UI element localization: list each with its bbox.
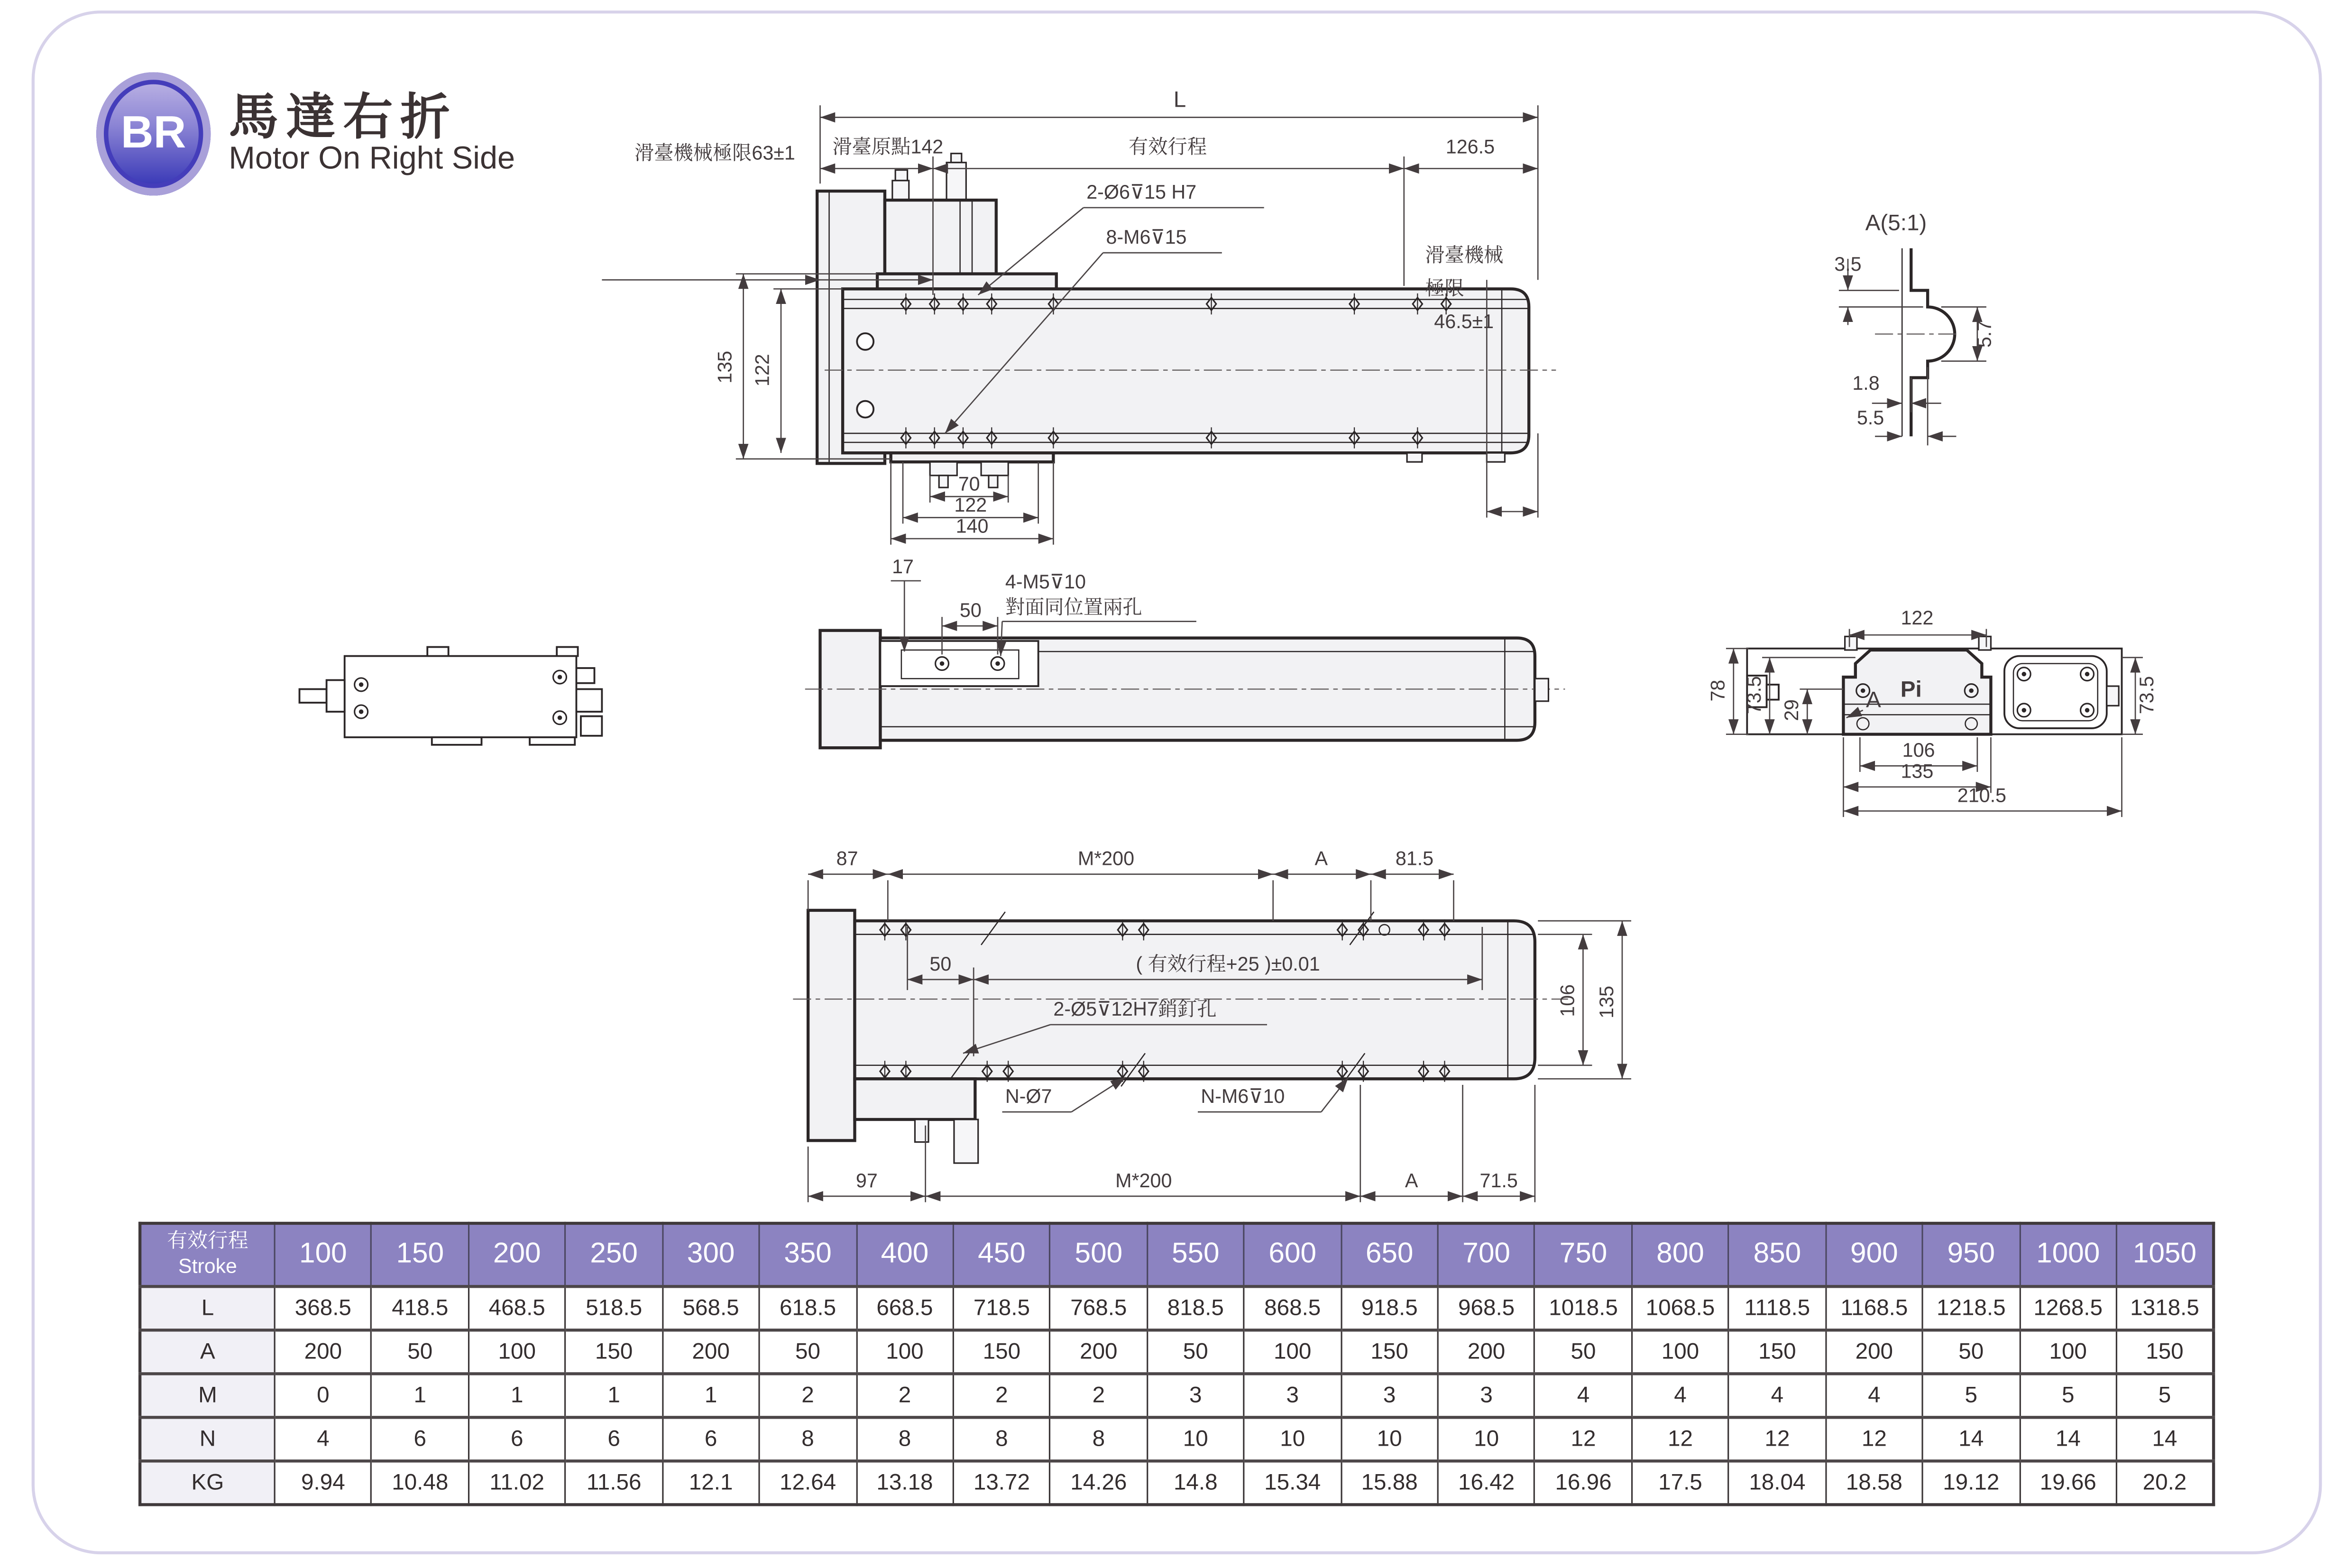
stroke-header-en: Stroke [178,1255,237,1278]
label-m5-holes: 4-M5⊽10 [1005,570,1086,593]
table-cell: 100 [1244,1330,1341,1374]
table-cell: 1168.5 [1826,1286,1922,1330]
table-cell: 13.18 [856,1461,953,1504]
pi-logo: Pi [1900,677,1922,702]
table-cell: 618.5 [759,1286,856,1330]
row-label: M [140,1374,275,1417]
stroke-col-header: 1000 [2020,1223,2116,1286]
stroke-table [138,1222,2215,1506]
dim-122-end: 122 [1901,606,1934,629]
table-cell: 10 [1341,1417,1438,1461]
table-cell: 200 [1826,1330,1922,1374]
label-n-m6-holes: N-M6⊽10 [1201,1085,1285,1108]
table-cell: 12 [1729,1417,1826,1461]
table-cell: 150 [2116,1330,2214,1374]
table-cell: 100 [469,1330,565,1374]
table-cell: 2 [759,1374,856,1417]
table-cell: 418.5 [372,1286,469,1330]
stroke-col-header: 850 [1729,1223,1826,1286]
dim-87: 87 [836,847,858,870]
table-cell: 8 [1050,1417,1147,1461]
stroke-header-zh: 有效行程 [167,1229,248,1252]
table-cell: 6 [469,1417,565,1461]
table-cell: 50 [1923,1330,2020,1374]
page-subtitle: Motor On Right Side [229,141,515,176]
table-cell: 5 [2020,1374,2116,1417]
label-dowel-holes: 2-Ø6⊽15 H7 [1086,181,1197,203]
table-cell: 200 [1050,1330,1147,1374]
table-cell: 12 [1535,1417,1632,1461]
detail-a-pointer: A [1866,687,1881,713]
table-row-m [140,1374,2214,1417]
table-cell: 2 [953,1374,1050,1417]
label-thread-holes: 8-M6⊽15 [1106,226,1187,248]
stroke-col-header: 950 [1923,1223,2020,1286]
table-cell: 1318.5 [2116,1286,2214,1330]
stroke-col-header: 650 [1341,1223,1438,1286]
stroke-header-cell [140,1223,275,1286]
dim-97: 97 [855,1169,878,1192]
table-cell: 19.66 [2020,1461,2116,1504]
table-cell: 16.42 [1438,1461,1534,1504]
table-cell: 200 [1438,1330,1534,1374]
table-cell: 468.5 [469,1286,565,1330]
table-cell: 6 [372,1417,469,1461]
stroke-col-header: 200 [469,1223,565,1286]
dim-slide-origin: 滑臺原點142 [832,136,944,158]
dim-106-bottom: 106 [1556,984,1579,1017]
br-logo-text: BR [120,108,186,158]
dim-m200-top: M*200 [1077,847,1135,870]
dim-126-5: 126.5 [1445,136,1495,158]
table-cell: 14 [2116,1417,2214,1461]
stroke-col-header: 250 [565,1223,662,1286]
dim-5-7: 5.7 [1973,320,1995,348]
table-cell: 368.5 [275,1286,371,1330]
stroke-col-header: 1050 [2116,1223,2214,1286]
table-cell: 3 [1341,1374,1438,1417]
label-slide-mech-limit-right-1: 滑臺機械 [1425,244,1504,266]
table-cell: 868.5 [1244,1286,1341,1330]
dim-17: 17 [892,556,914,578]
stroke-col-header: 750 [1535,1223,1632,1286]
right-end-view [1707,607,2158,817]
dim-3-5: 3.5 [1834,253,1862,275]
table-cell: 50 [372,1330,469,1374]
stroke-col-header: 550 [1147,1223,1244,1286]
table-cell: 6 [565,1417,662,1461]
table-cell: 1068.5 [1632,1286,1728,1330]
table-cell: 12 [1632,1417,1728,1461]
table-cell: 3 [1244,1374,1341,1417]
table-cell: 150 [1729,1330,1826,1374]
dim-73-5-left: 73.5 [1743,676,1765,715]
table-cell: 19.12 [1923,1461,2020,1504]
table-cell: 12 [1826,1417,1922,1461]
dim-71-5: 71.5 [1479,1169,1518,1192]
table-cell: 50 [1535,1330,1632,1374]
detail-a-title: A(5:1) [1865,210,1927,236]
dim-1-8: 1.8 [1852,372,1880,394]
table-cell: 1118.5 [1729,1286,1826,1330]
label-pin-holes: 2-Ø5⊽12H7銷釘孔 [1053,998,1217,1020]
table-cell: 100 [2020,1330,2116,1374]
table-cell: 518.5 [565,1286,662,1330]
table-cell: 50 [1147,1330,1244,1374]
row-label: A [140,1330,275,1374]
dim-50-bottom: 50 [929,953,952,975]
dim-m200-bottom: M*200 [1115,1169,1172,1192]
table-cell: 9.94 [275,1461,371,1504]
table-cell: 1 [662,1374,759,1417]
table-cell: 11.02 [469,1461,565,1504]
dim-a-top: A [1314,847,1328,870]
table-cell: 5 [1923,1374,2020,1417]
table-cell: 14.8 [1147,1461,1244,1504]
table-cell: 15.34 [1244,1461,1341,1504]
dim-a-bottom: A [1405,1169,1418,1192]
dim-70: 70 [958,473,980,495]
table-cell: 918.5 [1341,1286,1438,1330]
table-cell: 11.56 [565,1461,662,1504]
table-cell: 4 [1535,1374,1632,1417]
table-cell: 150 [953,1330,1050,1374]
table-cell: 18.58 [1826,1461,1922,1504]
table-cell: 150 [1341,1330,1438,1374]
stroke-col-header: 400 [856,1223,953,1286]
dim-height-122: 122 [751,354,773,387]
row-label: L [140,1286,275,1330]
table-cell: 3 [1147,1374,1244,1417]
stroke-col-header: 900 [1826,1223,1922,1286]
table-cell: 818.5 [1147,1286,1244,1330]
dim-29: 29 [1781,699,1803,721]
table-row-a [140,1330,2214,1374]
label-slide-mech-limit-right-3: 46.5±1 [1434,310,1494,332]
table-cell: 17.5 [1632,1461,1728,1504]
label-slide-mech-limit-right-2: 極限 [1425,277,1464,299]
table-cell: 4 [1729,1374,1826,1417]
table-cell: 718.5 [953,1286,1050,1330]
table-cell: 13.72 [953,1461,1050,1504]
table-cell: 100 [856,1330,953,1374]
table-cell: 14.26 [1050,1461,1147,1504]
table-cell: 200 [662,1330,759,1374]
row-label: N [140,1417,275,1461]
table-cell: 200 [275,1330,371,1374]
label-n-holes: N-Ø7 [1005,1085,1052,1108]
dim-73-5-right: 73.5 [2136,676,2158,715]
table-cell: 6 [662,1417,759,1461]
table-cell: 100 [1632,1330,1728,1374]
table-cell: 12.64 [759,1461,856,1504]
table-cell: 568.5 [662,1286,759,1330]
dim-122b: 122 [954,494,987,516]
table-cell: 968.5 [1438,1286,1534,1330]
dim-140: 140 [956,515,989,537]
table-cell: 8 [759,1417,856,1461]
stroke-col-header: 700 [1438,1223,1534,1286]
label-m5-note: 對面同位置兩孔 [1005,596,1142,618]
table-cell: 1 [372,1374,469,1417]
stroke-col-header: 450 [953,1223,1050,1286]
table-cell: 0 [275,1374,371,1417]
table-cell: 2 [1050,1374,1147,1417]
table-cell: 50 [759,1330,856,1374]
stroke-col-header: 350 [759,1223,856,1286]
dim-height-135: 135 [714,350,736,384]
dim-106-end: 106 [1902,739,1935,761]
dim-5-5: 5.5 [1856,406,1884,429]
front-view [602,87,1556,544]
stroke-col-header: 600 [1244,1223,1341,1286]
table-row-n [140,1417,2214,1461]
table-cell: 1 [565,1374,662,1417]
row-label: KG [140,1461,275,1504]
stroke-col-header: 500 [1050,1223,1147,1286]
label-slide-mech-limit-left: 滑臺機械極限63±1 [634,142,795,164]
table-cell: 4 [1632,1374,1728,1417]
table-cell: 1218.5 [1923,1286,2020,1330]
table-cell: 20.2 [2116,1461,2214,1504]
table-cell: 10 [1438,1417,1534,1461]
table-cell: 1018.5 [1535,1286,1632,1330]
table-cell: 14 [1923,1417,2020,1461]
table-row-kg [140,1461,2214,1504]
table-cell: 1268.5 [2020,1286,2116,1330]
table-cell: 5 [2116,1374,2214,1417]
table-cell: 2 [856,1374,953,1417]
table-cell: 8 [953,1417,1050,1461]
table-cell: 12.1 [662,1461,759,1504]
table-cell: 16.96 [1535,1461,1632,1504]
table-cell: 10 [1244,1417,1341,1461]
dim-50-plan: 50 [959,599,982,622]
table-cell: 15.88 [1341,1461,1438,1504]
bottom-view [793,848,1631,1202]
stroke-col-header: 100 [275,1223,371,1286]
table-cell: 768.5 [1050,1286,1147,1330]
table-cell: 8 [856,1417,953,1461]
page-title: 馬達右折 [229,89,458,145]
detail-a-view [1834,211,1995,446]
table-cell: 150 [565,1330,662,1374]
stroke-col-header: 150 [372,1223,469,1286]
left-end-view [300,647,602,745]
stroke-header-row [140,1223,2214,1286]
dim-210-5: 210.5 [1957,784,2006,807]
dim-135-bottom: 135 [1595,986,1617,1018]
table-cell: 10.48 [372,1461,469,1504]
table-cell: 4 [1826,1374,1922,1417]
table-cell: 668.5 [856,1286,953,1330]
table-cell: 18.04 [1729,1461,1826,1504]
table-cell: 10 [1147,1417,1244,1461]
table-cell: 14 [2020,1417,2116,1461]
dim-81-5: 81.5 [1395,847,1434,870]
stroke-col-header: 800 [1632,1223,1728,1286]
dim-135-end: 135 [1901,760,1934,782]
stroke-col-header: 300 [662,1223,759,1286]
dim-78: 78 [1707,679,1729,702]
dim-stroke-plus-25: ( 有效行程+25 )±0.01 [1136,953,1320,975]
table-cell: 4 [275,1417,371,1461]
dim-overall-length: L [1173,87,1186,112]
plan-view [805,556,1565,748]
table-cell: 1 [469,1374,565,1417]
table-cell: 3 [1438,1374,1534,1417]
table-row-l [140,1286,2214,1330]
dim-effective-stroke: 有效行程 [1129,136,1207,158]
